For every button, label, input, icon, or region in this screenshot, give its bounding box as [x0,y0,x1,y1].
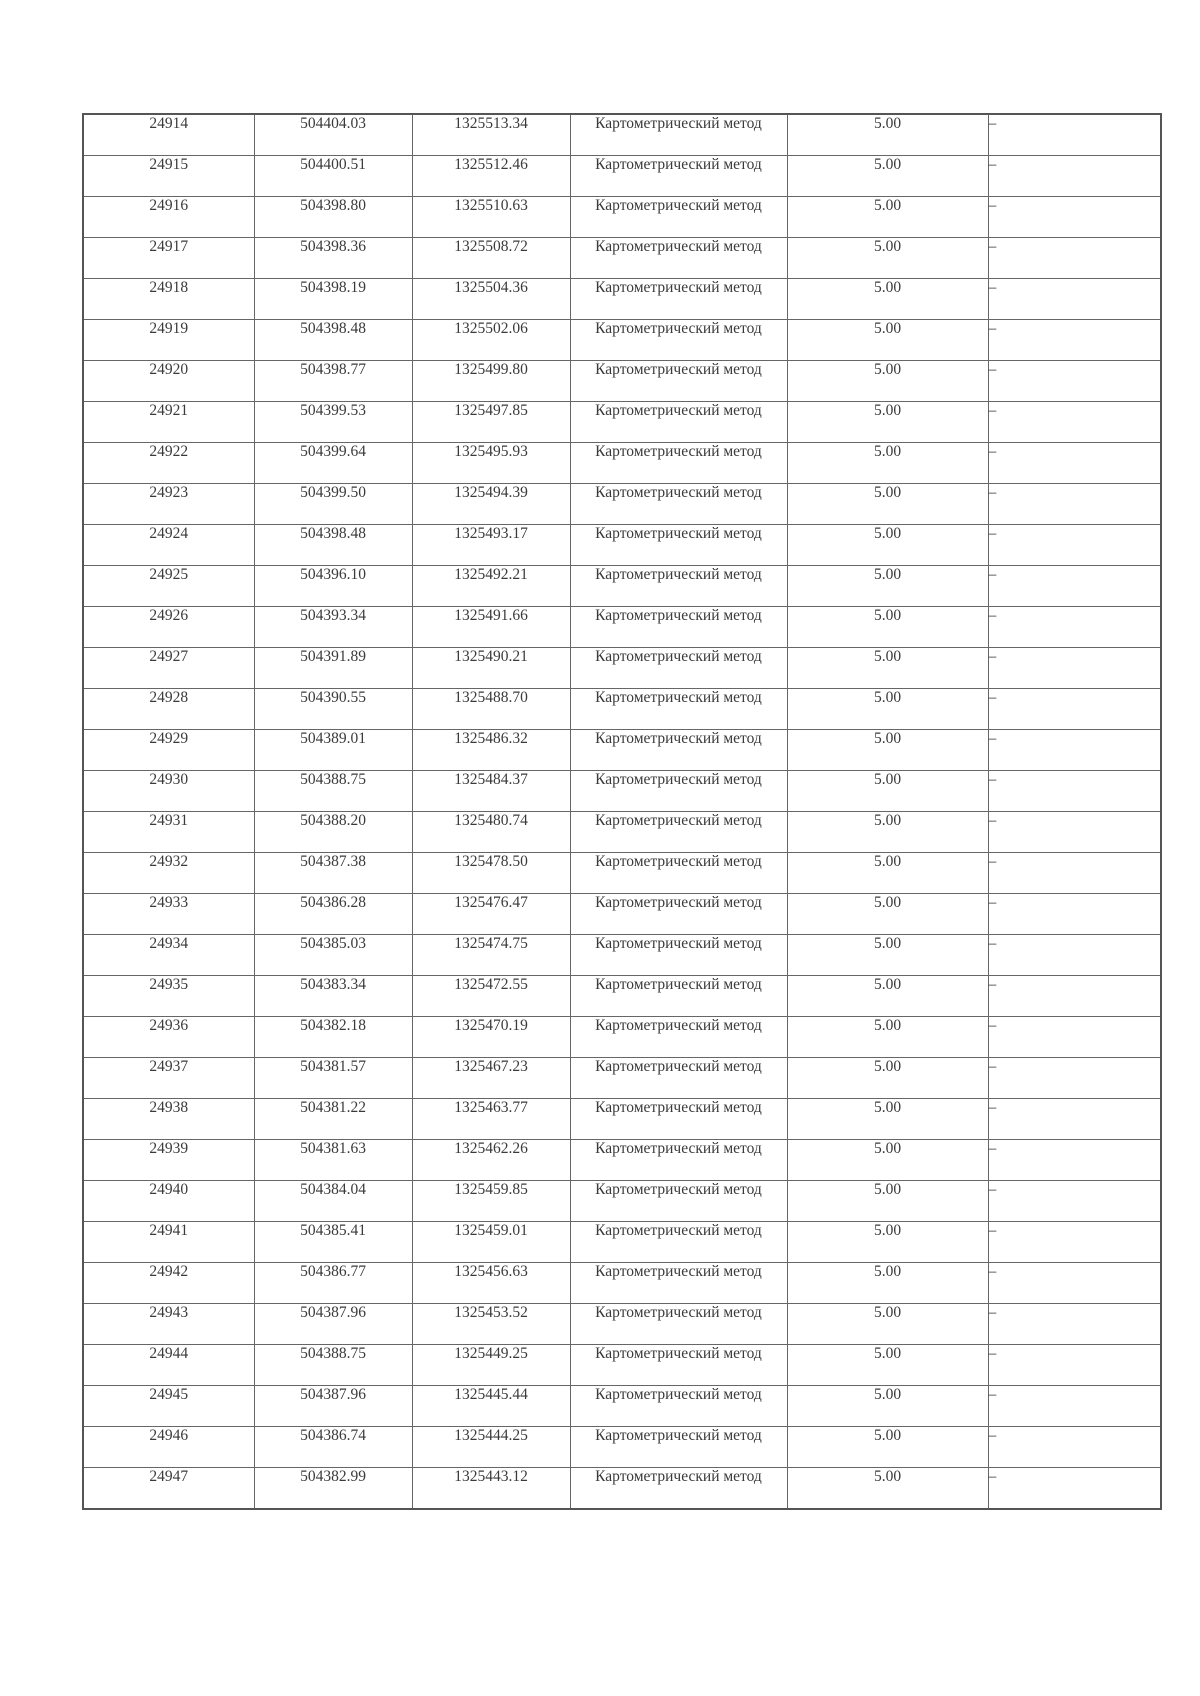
x-coordinate-cell: 504399.53 [254,402,412,443]
table-row [83,689,1161,730]
accuracy-cell: 5.00 [787,894,988,935]
table-body [83,114,1161,1509]
method-cell: Картометрический метод [570,1468,787,1510]
method-cell: Картометрический метод [570,1345,787,1386]
method-cell: Картометрический метод [570,1140,787,1181]
remark-cell: – [988,156,1161,197]
accuracy-cell: 5.00 [787,935,988,976]
method-cell: Картометрический метод [570,443,787,484]
point-number-cell: 24924 [83,525,254,566]
x-coordinate-cell: 504387.38 [254,853,412,894]
point-number-cell: 24936 [83,1017,254,1058]
x-coordinate-cell: 504391.89 [254,648,412,689]
accuracy-cell: 5.00 [787,566,988,607]
table-row [83,525,1161,566]
x-coordinate-cell: 504383.34 [254,976,412,1017]
method-cell: Картометрический метод [570,648,787,689]
method-cell: Картометрический метод [570,1427,787,1468]
remark-cell: – [988,1181,1161,1222]
x-coordinate-cell: 504400.51 [254,156,412,197]
method-cell: Картометрический метод [570,1058,787,1099]
y-coordinate-cell: 1325476.47 [412,894,570,935]
accuracy-cell: 5.00 [787,1427,988,1468]
method-cell: Картометрический метод [570,1222,787,1263]
point-number-cell: 24923 [83,484,254,525]
x-coordinate-cell: 504399.64 [254,443,412,484]
x-coordinate-cell: 504393.34 [254,607,412,648]
table-row [83,1099,1161,1140]
y-coordinate-cell: 1325508.72 [412,238,570,279]
point-number-cell: 24939 [83,1140,254,1181]
x-coordinate-cell: 504398.48 [254,525,412,566]
point-number-cell: 24917 [83,238,254,279]
y-coordinate-cell: 1325486.32 [412,730,570,771]
method-cell: Картометрический метод [570,730,787,771]
table-row [83,1222,1161,1263]
accuracy-cell: 5.00 [787,648,988,689]
remark-cell: – [988,1468,1161,1510]
x-coordinate-cell: 504385.03 [254,935,412,976]
y-coordinate-cell: 1325491.66 [412,607,570,648]
remark-cell: – [988,1263,1161,1304]
point-number-cell: 24945 [83,1386,254,1427]
table-row [83,935,1161,976]
x-coordinate-cell: 504387.96 [254,1386,412,1427]
accuracy-cell: 5.00 [787,1017,988,1058]
table-row [83,197,1161,238]
table-row [83,156,1161,197]
method-cell: Картометрический метод [570,402,787,443]
method-cell: Картометрический метод [570,238,787,279]
table-row [83,443,1161,484]
remark-cell: – [988,607,1161,648]
point-number-cell: 24932 [83,853,254,894]
remark-cell: – [988,361,1161,402]
remark-cell: – [988,525,1161,566]
accuracy-cell: 5.00 [787,197,988,238]
point-number-cell: 24941 [83,1222,254,1263]
y-coordinate-cell: 1325449.25 [412,1345,570,1386]
table-row [83,1468,1161,1510]
accuracy-cell: 5.00 [787,771,988,812]
remark-cell: – [988,771,1161,812]
y-coordinate-cell: 1325494.39 [412,484,570,525]
point-number-cell: 24914 [83,114,254,156]
accuracy-cell: 5.00 [787,1345,988,1386]
method-cell: Картометрический метод [570,525,787,566]
remark-cell: – [988,1058,1161,1099]
point-number-cell: 24944 [83,1345,254,1386]
remark-cell: – [988,1304,1161,1345]
x-coordinate-cell: 504398.77 [254,361,412,402]
remark-cell: – [988,689,1161,730]
accuracy-cell: 5.00 [787,279,988,320]
method-cell: Картометрический метод [570,1017,787,1058]
y-coordinate-cell: 1325490.21 [412,648,570,689]
table-row [83,730,1161,771]
remark-cell: – [988,935,1161,976]
x-coordinate-cell: 504386.74 [254,1427,412,1468]
x-coordinate-cell: 504381.63 [254,1140,412,1181]
accuracy-cell: 5.00 [787,1181,988,1222]
method-cell: Картометрический метод [570,484,787,525]
x-coordinate-cell: 504389.01 [254,730,412,771]
method-cell: Картометрический метод [570,1263,787,1304]
remark-cell: – [988,976,1161,1017]
remark-cell: – [988,1345,1161,1386]
point-number-cell: 24922 [83,443,254,484]
point-number-cell: 24947 [83,1468,254,1510]
accuracy-cell: 5.00 [787,689,988,730]
method-cell: Картометрический метод [570,566,787,607]
y-coordinate-cell: 1325472.55 [412,976,570,1017]
y-coordinate-cell: 1325453.52 [412,1304,570,1345]
point-number-cell: 24925 [83,566,254,607]
y-coordinate-cell: 1325459.85 [412,1181,570,1222]
point-number-cell: 24919 [83,320,254,361]
x-coordinate-cell: 504398.48 [254,320,412,361]
point-number-cell: 24938 [83,1099,254,1140]
accuracy-cell: 5.00 [787,976,988,1017]
x-coordinate-cell: 504381.22 [254,1099,412,1140]
method-cell: Картометрический метод [570,812,787,853]
y-coordinate-cell: 1325480.74 [412,812,570,853]
remark-cell: – [988,853,1161,894]
remark-cell: – [988,1386,1161,1427]
table-row [83,1058,1161,1099]
remark-cell: – [988,1222,1161,1263]
method-cell: Картометрический метод [570,279,787,320]
coordinates-table [82,113,1162,1510]
accuracy-cell: 5.00 [787,1468,988,1510]
point-number-cell: 24935 [83,976,254,1017]
remark-cell: – [988,114,1161,156]
y-coordinate-cell: 1325443.12 [412,1468,570,1510]
y-coordinate-cell: 1325478.50 [412,853,570,894]
accuracy-cell: 5.00 [787,812,988,853]
x-coordinate-cell: 504386.28 [254,894,412,935]
accuracy-cell: 5.00 [787,361,988,402]
y-coordinate-cell: 1325467.23 [412,1058,570,1099]
table-row [83,771,1161,812]
point-number-cell: 24937 [83,1058,254,1099]
y-coordinate-cell: 1325502.06 [412,320,570,361]
remark-cell: – [988,1140,1161,1181]
accuracy-cell: 5.00 [787,238,988,279]
remark-cell: – [988,402,1161,443]
method-cell: Картометрический метод [570,771,787,812]
table-row [83,648,1161,689]
table-row [83,812,1161,853]
method-cell: Картометрический метод [570,1181,787,1222]
table-row [83,853,1161,894]
remark-cell: – [988,1017,1161,1058]
x-coordinate-cell: 504398.80 [254,197,412,238]
y-coordinate-cell: 1325463.77 [412,1099,570,1140]
remark-cell: – [988,730,1161,771]
method-cell: Картометрический метод [570,976,787,1017]
point-number-cell: 24926 [83,607,254,648]
point-number-cell: 24920 [83,361,254,402]
remark-cell: – [988,894,1161,935]
x-coordinate-cell: 504381.57 [254,1058,412,1099]
remark-cell: – [988,484,1161,525]
remark-cell: – [988,1427,1161,1468]
y-coordinate-cell: 1325488.70 [412,689,570,730]
accuracy-cell: 5.00 [787,156,988,197]
y-coordinate-cell: 1325474.75 [412,935,570,976]
remark-cell: – [988,320,1161,361]
point-number-cell: 24916 [83,197,254,238]
point-number-cell: 24930 [83,771,254,812]
point-number-cell: 24918 [83,279,254,320]
point-number-cell: 24946 [83,1427,254,1468]
table-row [83,1140,1161,1181]
remark-cell: – [988,812,1161,853]
y-coordinate-cell: 1325499.80 [412,361,570,402]
point-number-cell: 24921 [83,402,254,443]
remark-cell: – [988,1099,1161,1140]
table-row [83,320,1161,361]
point-number-cell: 24929 [83,730,254,771]
accuracy-cell: 5.00 [787,443,988,484]
method-cell: Картометрический метод [570,361,787,402]
method-cell: Картометрический метод [570,1099,787,1140]
accuracy-cell: 5.00 [787,114,988,156]
table-row [83,566,1161,607]
accuracy-cell: 5.00 [787,1386,988,1427]
y-coordinate-cell: 1325484.37 [412,771,570,812]
remark-cell: – [988,443,1161,484]
accuracy-cell: 5.00 [787,1140,988,1181]
remark-cell: – [988,197,1161,238]
x-coordinate-cell: 504390.55 [254,689,412,730]
point-number-cell: 24933 [83,894,254,935]
x-coordinate-cell: 504399.50 [254,484,412,525]
point-number-cell: 24943 [83,1304,254,1345]
x-coordinate-cell: 504387.96 [254,1304,412,1345]
point-number-cell: 24928 [83,689,254,730]
method-cell: Картометрический метод [570,156,787,197]
method-cell: Картометрический метод [570,197,787,238]
method-cell: Картометрический метод [570,114,787,156]
accuracy-cell: 5.00 [787,1304,988,1345]
x-coordinate-cell: 504388.20 [254,812,412,853]
table-row [83,976,1161,1017]
table-row [83,402,1161,443]
accuracy-cell: 5.00 [787,1058,988,1099]
remark-cell: – [988,648,1161,689]
y-coordinate-cell: 1325504.36 [412,279,570,320]
remark-cell: – [988,238,1161,279]
table-row [83,114,1161,156]
remark-cell: – [988,279,1161,320]
point-number-cell: 24934 [83,935,254,976]
y-coordinate-cell: 1325456.63 [412,1263,570,1304]
y-coordinate-cell: 1325444.25 [412,1427,570,1468]
x-coordinate-cell: 504386.77 [254,1263,412,1304]
y-coordinate-cell: 1325497.85 [412,402,570,443]
method-cell: Картометрический метод [570,1304,787,1345]
table-row [83,1263,1161,1304]
x-coordinate-cell: 504382.99 [254,1468,412,1510]
table-row [83,1427,1161,1468]
point-number-cell: 24915 [83,156,254,197]
table-row [83,1017,1161,1058]
table-row [83,484,1161,525]
y-coordinate-cell: 1325495.93 [412,443,570,484]
y-coordinate-cell: 1325492.21 [412,566,570,607]
point-number-cell: 24942 [83,1263,254,1304]
table-row [83,1345,1161,1386]
x-coordinate-cell: 504382.18 [254,1017,412,1058]
point-number-cell: 24940 [83,1181,254,1222]
x-coordinate-cell: 504396.10 [254,566,412,607]
accuracy-cell: 5.00 [787,730,988,771]
accuracy-cell: 5.00 [787,1222,988,1263]
point-number-cell: 24931 [83,812,254,853]
table-row [83,279,1161,320]
method-cell: Картометрический метод [570,853,787,894]
method-cell: Картометрический метод [570,607,787,648]
y-coordinate-cell: 1325470.19 [412,1017,570,1058]
x-coordinate-cell: 504385.41 [254,1222,412,1263]
method-cell: Картометрический метод [570,894,787,935]
y-coordinate-cell: 1325459.01 [412,1222,570,1263]
accuracy-cell: 5.00 [787,484,988,525]
x-coordinate-cell: 504388.75 [254,1345,412,1386]
accuracy-cell: 5.00 [787,1099,988,1140]
point-number-cell: 24927 [83,648,254,689]
method-cell: Картометрический метод [570,689,787,730]
x-coordinate-cell: 504398.36 [254,238,412,279]
x-coordinate-cell: 504398.19 [254,279,412,320]
y-coordinate-cell: 1325513.34 [412,114,570,156]
table-row [83,1386,1161,1427]
table-row [83,361,1161,402]
accuracy-cell: 5.00 [787,607,988,648]
table-row [83,894,1161,935]
y-coordinate-cell: 1325493.17 [412,525,570,566]
method-cell: Картометрический метод [570,320,787,361]
accuracy-cell: 5.00 [787,853,988,894]
table-row [83,1304,1161,1345]
method-cell: Картометрический метод [570,1386,787,1427]
table-row [83,607,1161,648]
x-coordinate-cell: 504388.75 [254,771,412,812]
accuracy-cell: 5.00 [787,1263,988,1304]
y-coordinate-cell: 1325510.63 [412,197,570,238]
y-coordinate-cell: 1325445.44 [412,1386,570,1427]
accuracy-cell: 5.00 [787,525,988,566]
y-coordinate-cell: 1325512.46 [412,156,570,197]
accuracy-cell: 5.00 [787,402,988,443]
x-coordinate-cell: 504404.03 [254,114,412,156]
remark-cell: – [988,566,1161,607]
method-cell: Картометрический метод [570,935,787,976]
table-row [83,238,1161,279]
y-coordinate-cell: 1325462.26 [412,1140,570,1181]
table-row [83,1181,1161,1222]
accuracy-cell: 5.00 [787,320,988,361]
x-coordinate-cell: 504384.04 [254,1181,412,1222]
